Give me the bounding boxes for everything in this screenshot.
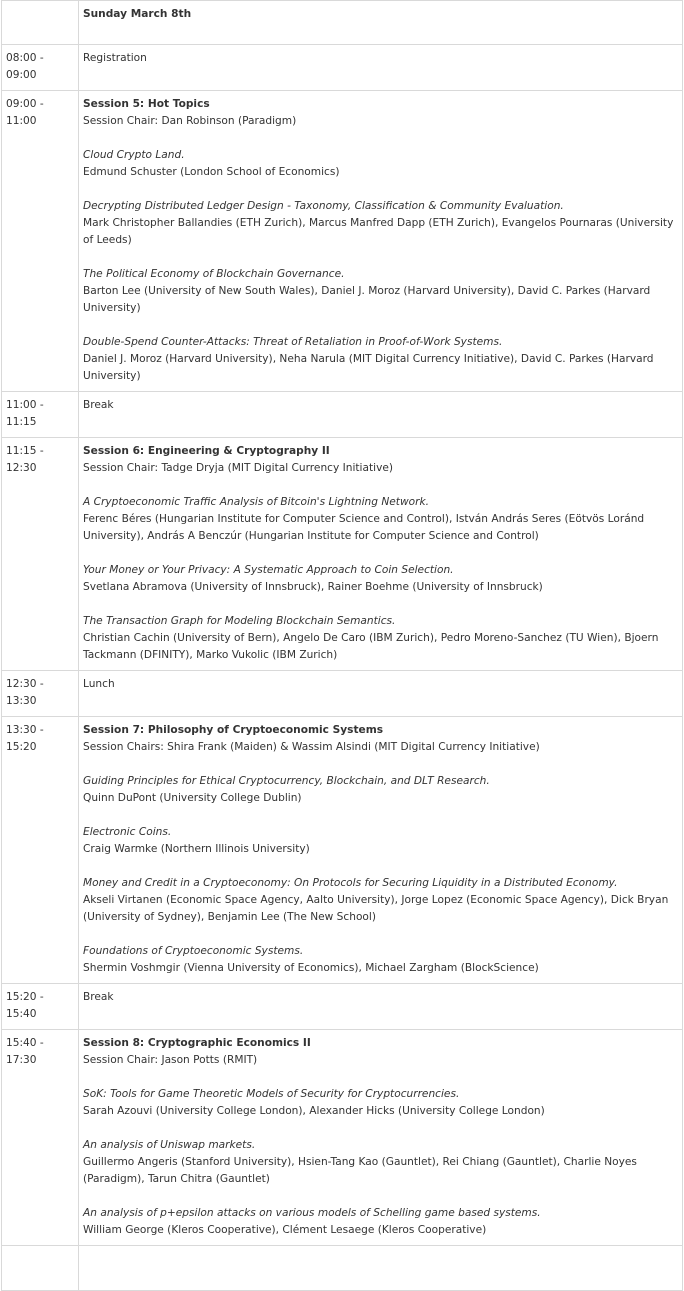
content-cell [79,984,683,1030]
schedule-row [2,45,683,91]
paper-authors: Akseli Virtanen (Economic Space Agency, Aalto University), Jorge Lopez (Economic Space Agency), Dick Bryan (University of Sydney), Benjamin Lee (The New School) [83,894,669,923]
paper-authors: Barton Lee (University of New South Wales), Daniel J. Moroz (Harvard University), David C. Parkes (Harvard University) [83,285,651,314]
content-cell [79,1030,683,1246]
time-cell [2,45,79,91]
content-cell [79,91,683,392]
session-row [2,438,683,671]
paper-item [83,494,678,545]
paper-title: SoK: Tools for Game Theoretic Models of Security for Cryptocurrencies. [83,1088,460,1100]
paper-item [83,943,678,977]
paper-authors: Guillermo Angeris (Stanford University), Hsien-Tang Kao (Gauntlet), Rei Chiang (Gauntlet), Charlie Noyes (Paradigm), Tarun Chitra (Gauntlet) [83,1156,637,1185]
time-slot: 09:00 - 11:00 [6,98,44,127]
time-cell [2,717,79,984]
paper-title: Your Money or Your Privacy: A Systematic Approach to Coin Selection. [83,564,454,576]
session-chair: Session Chairs: Shira Frank (Maiden) & Wassim Alsindi (MIT Digital Currency Initiative) [83,741,540,753]
paper-authors: William George (Kleros Cooperative), Clément Lesaege (Kleros Cooperative) [83,1224,487,1236]
session-row [2,91,683,392]
paper-title: The Transaction Graph for Modeling Blockchain Semantics. [83,615,396,627]
day-header-time-cell [2,1,79,45]
session-chair: Session Chair: Tadge Dryja (MIT Digital Currency Initiative) [83,462,394,474]
paper-item [83,562,678,596]
paper-item [83,875,678,926]
paper-title: An analysis of p+epsilon attacks on various models of Schelling game based systems. [83,1207,541,1219]
time-cell [2,392,79,438]
paper-item [83,1137,678,1188]
paper-authors: Shermin Voshmgir (Vienna University of Economics), Michael Zargham (BlockScience) [83,962,539,974]
content-cell [79,438,683,671]
paper-item [83,266,678,317]
paper-item [83,613,678,664]
paper-item [83,334,678,385]
paper-title: An analysis of Uniswap markets. [83,1139,256,1151]
schedule-table [1,0,683,1291]
time-slot: 12:30 - 13:30 [6,678,44,707]
time-cell [2,438,79,671]
session-chair: Session Chair: Dan Robinson (Paradigm) [83,115,297,127]
paper-authors: Daniel J. Moroz (Harvard University), Neha Narula (MIT Digital Currency Initiative), David C. Parkes (Harvard University) [83,353,654,382]
paper-item [83,198,678,249]
paper-authors: Edmund Schuster (London School of Economics) [83,166,340,178]
session-title: Session 5: Hot Topics [83,98,210,110]
schedule-label: Break [83,399,114,411]
paper-title: Electronic Coins. [83,826,172,838]
schedule-row [2,984,683,1030]
schedule-label: Registration [83,52,147,64]
paper-authors: Mark Christopher Ballandies (ETH Zurich), Marcus Manfred Dapp (ETH Zurich), Evangelos Pournaras (University of Leeds) [83,217,674,246]
time-cell [2,984,79,1030]
schedule-row [2,392,683,438]
session-row [2,717,683,984]
empty-row [2,1246,683,1291]
time-slot: 11:15 - 12:30 [6,445,44,474]
time-slot: 08:00 - 09:00 [6,52,44,81]
time-slot: 13:30 - 15:20 [6,724,44,753]
paper-title: Foundations of Cryptoeconomic Systems. [83,945,304,957]
paper-authors: Svetlana Abramova (University of Innsbruck), Rainer Boehme (University of Innsbruck) [83,581,543,593]
paper-authors: Sarah Azouvi (University College London), Alexander Hicks (University College London) [83,1105,545,1117]
content-cell [79,717,683,984]
paper-title: Decrypting Distributed Ledger Design - Taxonomy, Classification & Community Evaluation. [83,200,564,212]
time-cell [2,91,79,392]
paper-item [83,1205,678,1239]
paper-authors: Ferenc Béres (Hungarian Institute for Computer Science and Control), István András Seres (Eötvös Loránd University), András A Benczúr (Hungarian Institute for Computer Science and Control) [83,513,645,542]
paper-authors: Quinn DuPont (University College Dublin) [83,792,302,804]
paper-title: Double-Spend Counter-Attacks: Threat of Retaliation in Proof-of-Work Systems. [83,336,503,348]
schedule-body [2,1,683,1291]
paper-authors: Christian Cachin (University of Bern), Angelo De Caro (IBM Zurich), Pedro Moreno-Sanchez (TU Wien), Bjoern Tackmann (DFINITY), Marko Vukolic (IBM Zurich) [83,632,659,661]
paper-item [83,1086,678,1120]
day-header-row [2,1,683,45]
content-cell [79,671,683,717]
paper-item [83,773,678,807]
time-slot: 15:20 - 15:40 [6,991,44,1020]
content-cell [79,45,683,91]
paper-title: Guiding Principles for Ethical Cryptocurrency, Blockchain, and DLT Research. [83,775,490,787]
paper-authors: Craig Warmke (Northern Illinois University) [83,843,310,855]
time-cell [2,1030,79,1246]
time-slot: 11:00 - 11:15 [6,399,44,428]
paper-title: Money and Credit in a Cryptoeconomy: On Protocols for Securing Liquidity in a Distributed Economy. [83,877,618,889]
time-slot: 15:40 - 17:30 [6,1037,44,1066]
schedule-row [2,671,683,717]
session-title: Session 6: Engineering & Cryptography II [83,445,330,457]
schedule-label: Lunch [83,678,115,690]
paper-title: Cloud Crypto Land. [83,149,185,161]
session-title: Session 8: Cryptographic Economics II [83,1037,311,1049]
paper-title: A Cryptoeconomic Traffic Analysis of Bitcoin's Lightning Network. [83,496,429,508]
time-cell [2,671,79,717]
session-title: Session 7: Philosophy of Cryptoeconomic Systems [83,724,384,736]
day-header-cell [79,1,683,45]
paper-item [83,824,678,858]
session-row [2,1030,683,1246]
paper-item [83,147,678,181]
day-header: Sunday March 8th [83,8,192,20]
session-chair: Session Chair: Jason Potts (RMIT) [83,1054,258,1066]
empty-content-cell [79,1246,683,1291]
content-cell [79,392,683,438]
schedule-label: Break [83,991,114,1003]
empty-time-cell [2,1246,79,1291]
paper-title: The Political Economy of Blockchain Governance. [83,268,345,280]
